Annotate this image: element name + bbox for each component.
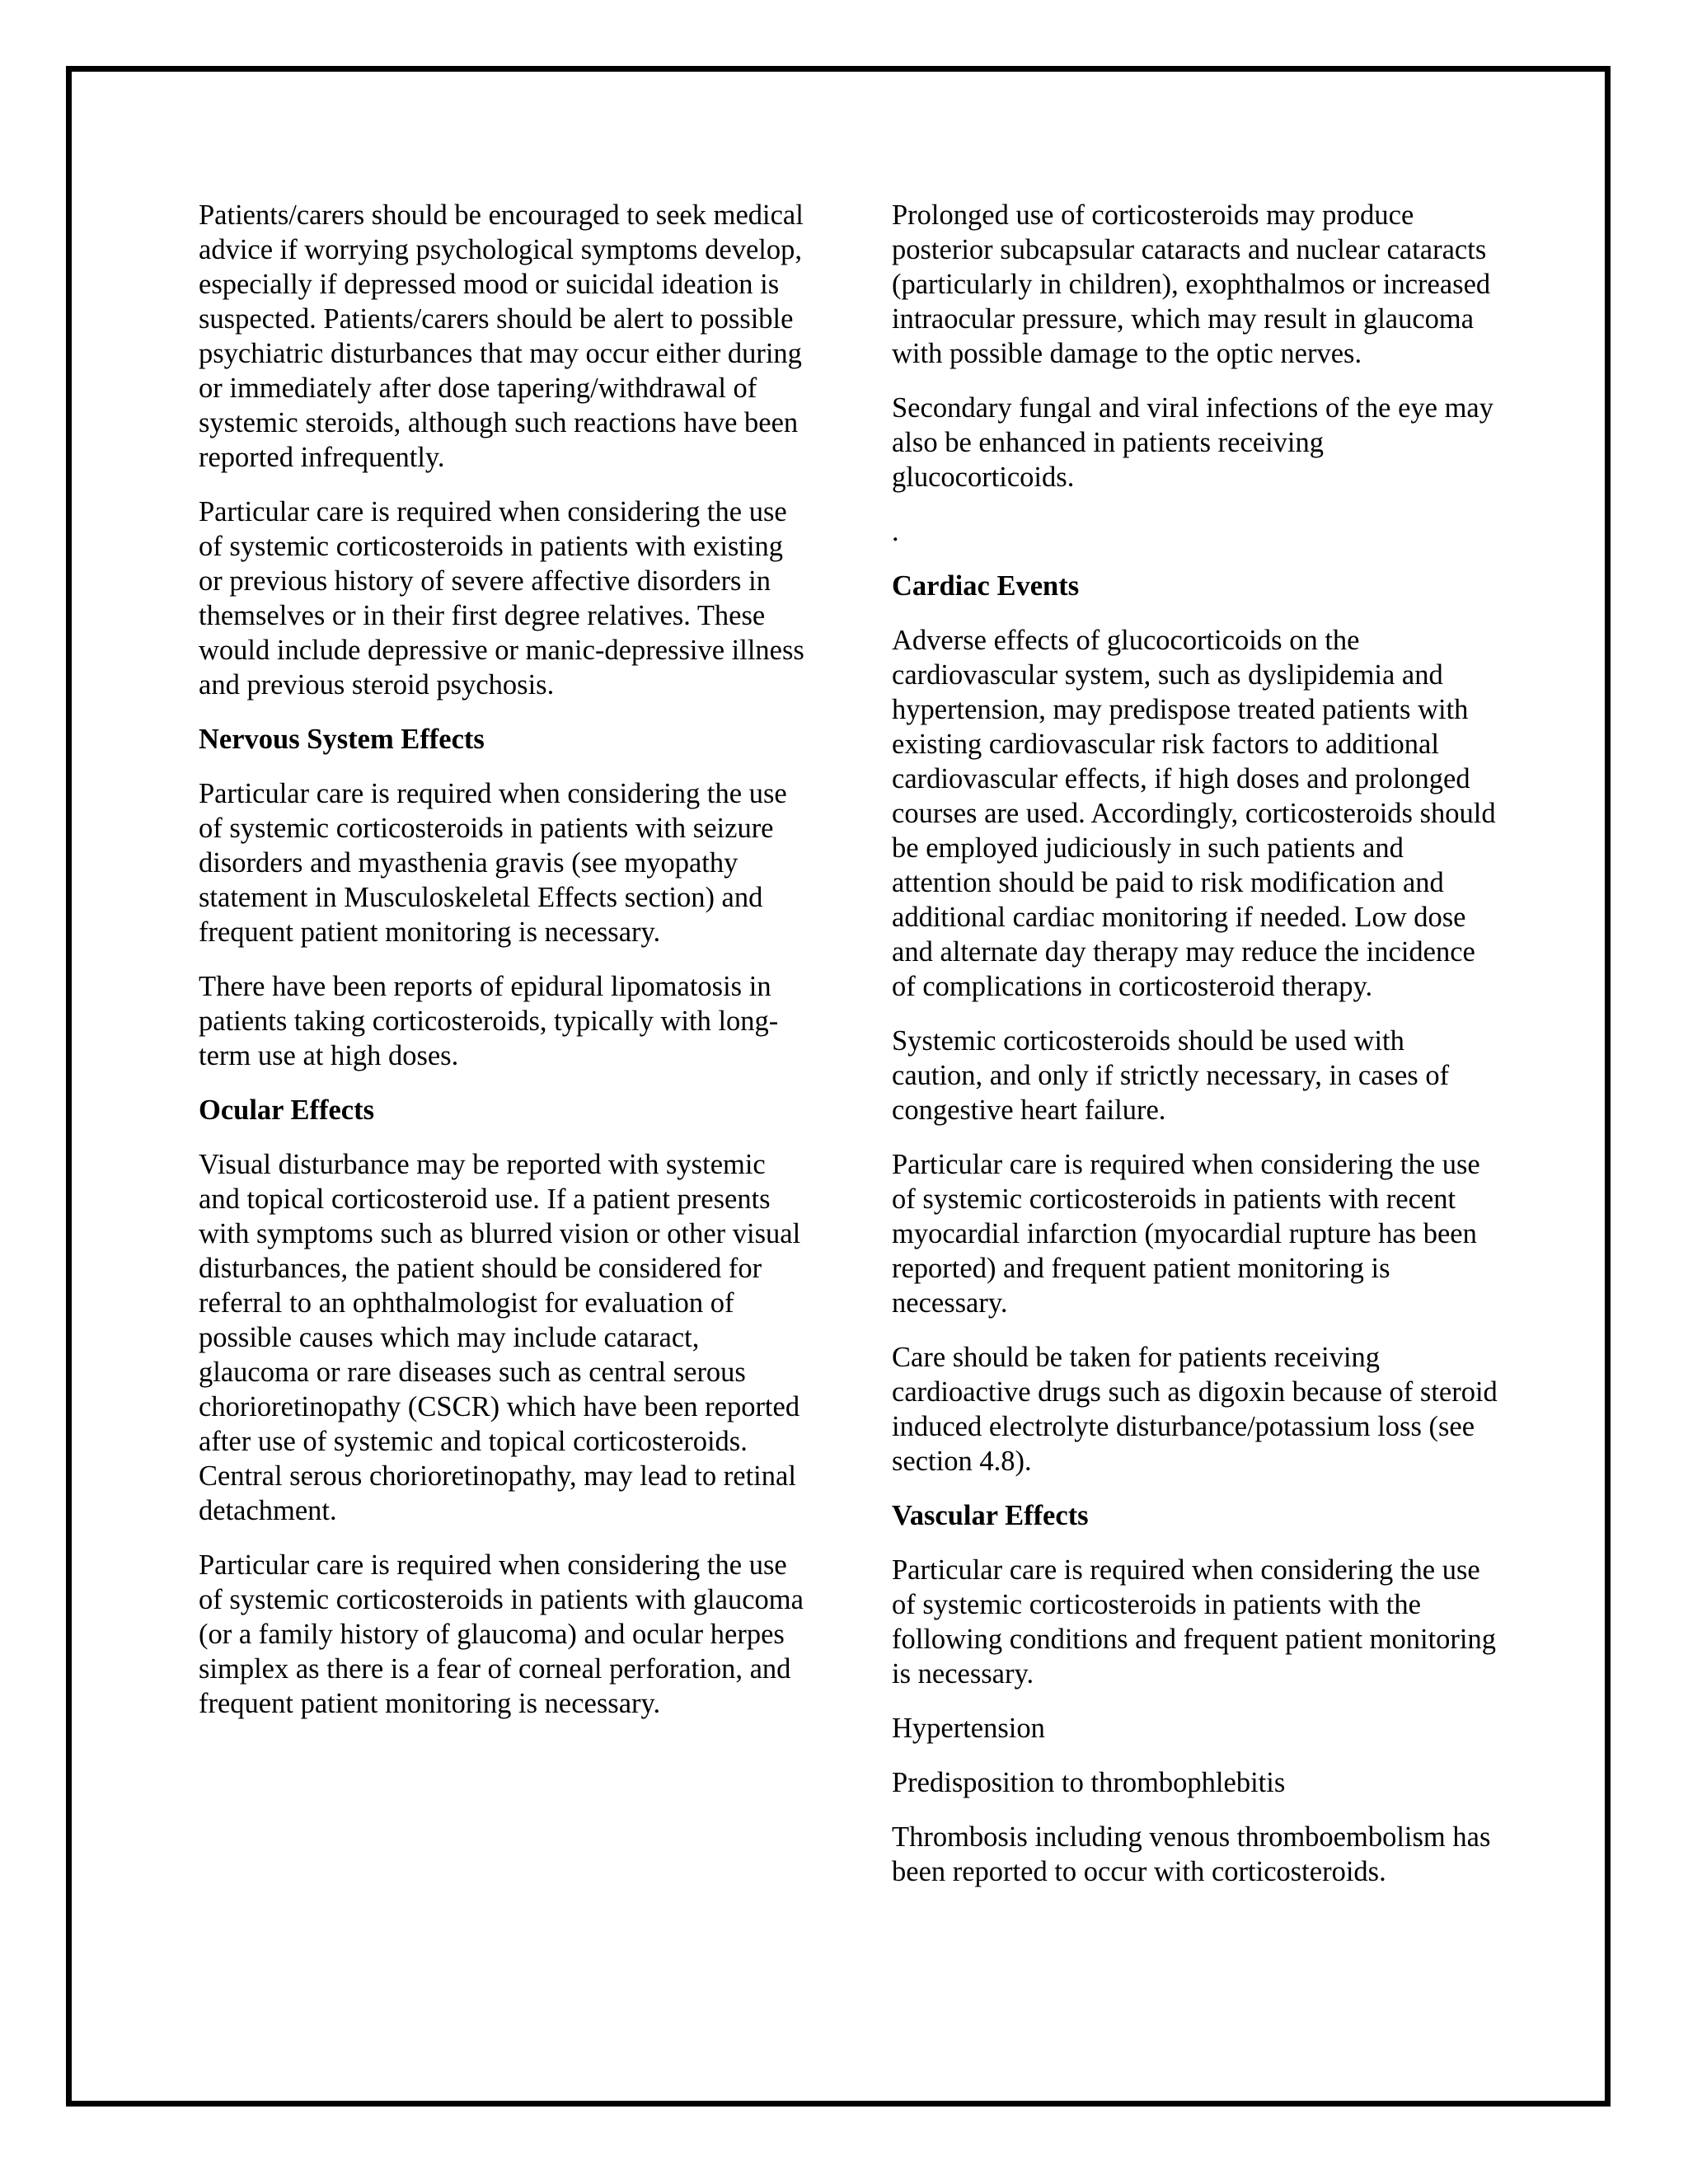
paragraph: Particular care is required when considering the use of systemic corticosteroids in patients with seizure disorders and myasthenia gravis (see myopathy statement in Musculoskeletal Effects section) and frequent patient monitoring is necessary. bbox=[199, 778, 787, 948]
list-item-hypertension: Hypertension bbox=[892, 1713, 1045, 1744]
list-item-thrombophlebitis: Predisposition to thrombophlebitis bbox=[892, 1767, 1286, 1798]
paragraph: Particular care is required when considering the use of systemic corticosteroids in patients with the following conditions and frequent patient monitoring is necessary. bbox=[892, 1554, 1496, 1690]
paragraph: Care should be taken for patients receiving cardioactive drugs such as digoxin because of steroid induced electrolyte disturbance/potassium loss (see section 4.8). bbox=[892, 1342, 1498, 1477]
paragraph: Particular care is required when considering the use of systemic corticosteroids in patients with glaucoma (or a family history of glaucoma) and ocular herpes simplex as there is a fear of corneal perforation, and frequent patient monitoring is necessary. bbox=[199, 1549, 804, 1719]
paragraph: There have been reports of epidural lipomatosis in patients taking corticosteroids, typically with long-term use at high doses. bbox=[199, 971, 779, 1071]
paragraph: Prolonged use of corticosteroids may produce posterior subcapsular cataracts and nuclear cataracts (particularly in children), exophthalmos or increased intraocular pressure, which may result in glaucoma with possible damage to the optic nerves. bbox=[892, 199, 1491, 369]
paragraph: Adverse effects of glucocorticoids on the cardiovascular system, such as dyslipidemia and hypertension, may predispose treated patients with existing cardiovascular risk factors to additional cardiovascular effects, if high doses and prolonged courses are used. Accordingly, corticosteroids should be employed judiciously in such patients and attention should be paid to risk modification and additional cardiac monitoring if needed. Low dose and alternate day therapy may reduce the incidence of complications in corticosteroid therapy. bbox=[892, 625, 1496, 1002]
section-heading-nervous-system: Nervous System Effects bbox=[199, 724, 485, 755]
left-column bbox=[199, 198, 809, 1741]
paragraph: Systemic corticosteroids should be used with caution, and only if strictly necessary, in cases of congestive heart failure. bbox=[892, 1025, 1450, 1126]
right-column bbox=[892, 198, 1502, 1909]
paragraph: Patients/carers should be encouraged to seek medical advice if worrying psychological symptoms develop, especially if depressed mood or suicidal ideation is suspected. Patients/carers should be alert to possible psychiatric disturbances that may occur either during or immediately after dose tapering/withdrawal of systemic steroids, although such reactions have been reported infrequently. bbox=[199, 199, 804, 473]
paragraph: Particular care is required when considering the use of systemic corticosteroids in patients with recent myocardial infarction (myocardial rupture has been reported) and frequent patient monitoring is necessary. bbox=[892, 1149, 1480, 1319]
paragraph: Visual disturbance may be reported with systemic and topical corticosteroid use. If a patient presents with symptoms such as blurred vision or other visual disturbances, the patient should be considered for referral to an ophthalmologist for evaluation of possible causes which may include cataract, glaucoma or rare diseases such as central serous chorioretinopathy (CSCR) which have been reported after use of systemic and topical corticosteroids. Central serous chorioretinopathy, may lead to retinal detachment. bbox=[199, 1149, 801, 1526]
section-heading-vascular: Vascular Effects bbox=[892, 1500, 1089, 1531]
paragraph: Thrombosis including venous thromboembolism has been reported to occur with corticosteroids. bbox=[892, 1821, 1491, 1887]
section-heading-ocular: Ocular Effects bbox=[199, 1094, 375, 1126]
paragraph: Particular care is required when considering the use of systemic corticosteroids in patients with existing or previous history of severe affective disorders in themselves or in their first degree relatives. These would include depressive or manic-depressive illness and previous steroid psychosis. bbox=[199, 496, 804, 701]
section-heading-cardiac: Cardiac Events bbox=[892, 570, 1080, 602]
stray-dot: . bbox=[892, 516, 899, 547]
paragraph: Secondary fungal and viral infections of the eye may also be enhanced in patients receiving glucocorticoids. bbox=[892, 392, 1493, 493]
